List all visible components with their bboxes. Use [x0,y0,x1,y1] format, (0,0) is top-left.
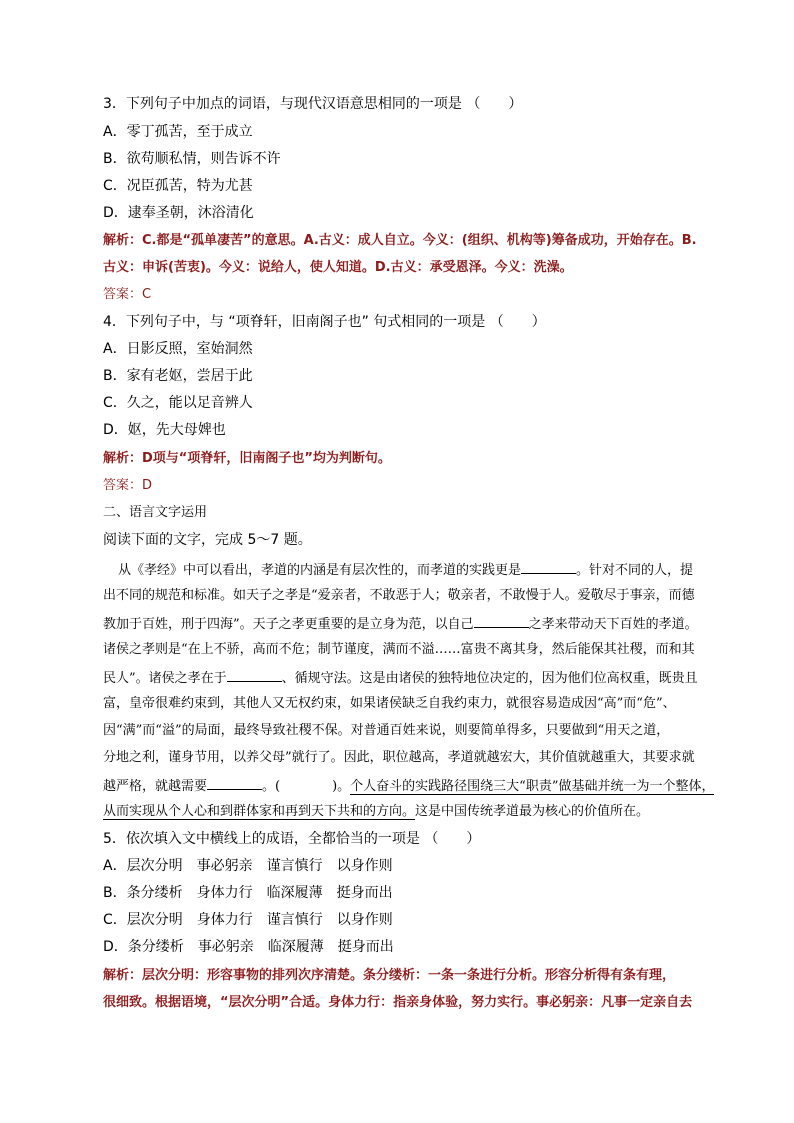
section-heading: 二、语言文字运用 [103,505,208,520]
underlined-sentence-part2: 从而实现从个人心和到群体家和再到天下共和的方向。 [103,804,416,819]
blank-3 [227,668,282,682]
q5-stem: 5．依次填入文中横线上的成语，全都恰当的一项是 （ ） [103,831,481,847]
blank-1 [521,560,576,574]
passage-line-8: 分地之利，谨身节用，以养父母”就行了。因此，职位越高，孝道就越宏大，其价值就越重大，其要求就 [103,750,695,765]
passage-line-10: 从而实现从个人心和到群体家和再到天下共和的方向。这是中国传统孝道最为核心的价值所在。 [103,804,650,819]
q5-analysis-line2: 很细致。根据语境，“层次分明”合适。身体力行：指亲身体验，努力实行。事必躬亲：凡事一定亲自去 [103,995,693,1010]
q3-analysis-line2: 古义：申诉(苦衷)。今义：说给人，使人知道。D.古义：承受恩泽。今义：洗澡。 [103,260,573,275]
passage-line-7: 因“满”而“溢”的局面，最终导致社稷不保。对普通百姓来说，则要简单得多，只要做到“用天之道， [103,723,670,738]
passage-line-2: 出不同的规范和标准。如天子之孝是“爱亲者，不敢恶于人；敬亲者，不敢慢于人。爱敬尽于事亲，而德 [103,588,695,603]
q3-option-b: B．欲苟顺私情，则告诉不许 [103,151,281,167]
q4-stem: 4．下列句子中，与 “项脊轩，旧南阁子也” 句式相同的一项是 （ ） [103,314,546,330]
q5-option-a: A．层次分明 事必躬亲 谨言慎行 以身作则 [103,858,393,874]
q4-answer: 答案：D [103,478,153,493]
q3-option-a: A．零丁孤苦，至于成立 [103,124,253,140]
q3-option-d: D．逮奉圣朝，沐浴清化 [103,205,254,221]
q4-option-b: B．家有老妪，尝居于此 [103,368,253,384]
passage-line-5: 民人”。诸侯之孝在于 、循规守法。这是由诸侯的独特地位决定的，因为他们位高权重，既贵且 [103,668,698,688]
q4-option-a: A．日影反照，室始洞然 [103,341,253,357]
q5-option-c: C．层次分明 身体力行 谨言慎行 以身作则 [103,912,393,928]
q5-option-d: D．条分缕析 事必躬亲 临深履薄 挺身而出 [103,939,394,955]
blank-2 [474,614,529,628]
blank-4 [207,776,262,790]
passage-line-6: 富，皇帝很难约束到，其他人又无权约束，如果诸侯缺乏自我约束力，就很容易造成因“高”而“危”、 [103,696,676,711]
q4-option-d: D．妪，先大母婢也 [103,422,226,438]
underlined-sentence-part1: 个人奋斗的实践路径围绕三大“职责”做基础并统一为一个整体， [350,779,715,794]
q3-option-c: C．况臣孤苦，特为尤甚 [103,178,253,194]
q3-stem: 3．下列句子中加点的词语，与现代汉语意思相同的一项是 （ ） [103,96,523,112]
q5-analysis-line1: 解析：层次分明：形容事物的排列次序清楚。条分缕析：一条一条进行分析。形容分析得有条有理， [103,968,676,983]
q4-analysis: 解析：D项与“项脊轩，旧南阁子也”均为判断句。 [103,451,391,466]
q3-analysis-line1: 解析：C.都是“孤单凄苦”的意思。A.古义：成人自立。今义：(组织、机构等)筹备成功，开始存在。B. [103,233,697,248]
passage-line-4: 诸侯之孝则是“在上不骄，高而不危；制节谨度，满而不溢……富贵不离其身，然后能保其社稷，而和其 [103,642,695,657]
passage-line-9: 越严格，就越需要 。( )。个人奋斗的实践路径围绕三大“职责”做基础并统一为一个整体， [103,776,714,796]
passage-line-1: 从《孝经》中可以看出，孝道的内涵是有层次性的，而孝道的实践更是 。针对不同的人，提 [118,560,693,580]
section-intro: 阅读下面的文字，完成 5～7 题。 [103,532,312,548]
passage-line-3: 教加于百姓，刑于四海”。天子之孝更重要的是立身为范，以自己 之孝来带动天下百姓的孝道。 [103,614,698,634]
q4-option-c: C．久之，能以足音辨人 [103,395,253,411]
q5-option-b: B．条分缕析 身体力行 临深履薄 挺身而出 [103,885,393,901]
q3-answer: 答案：C [103,287,152,302]
